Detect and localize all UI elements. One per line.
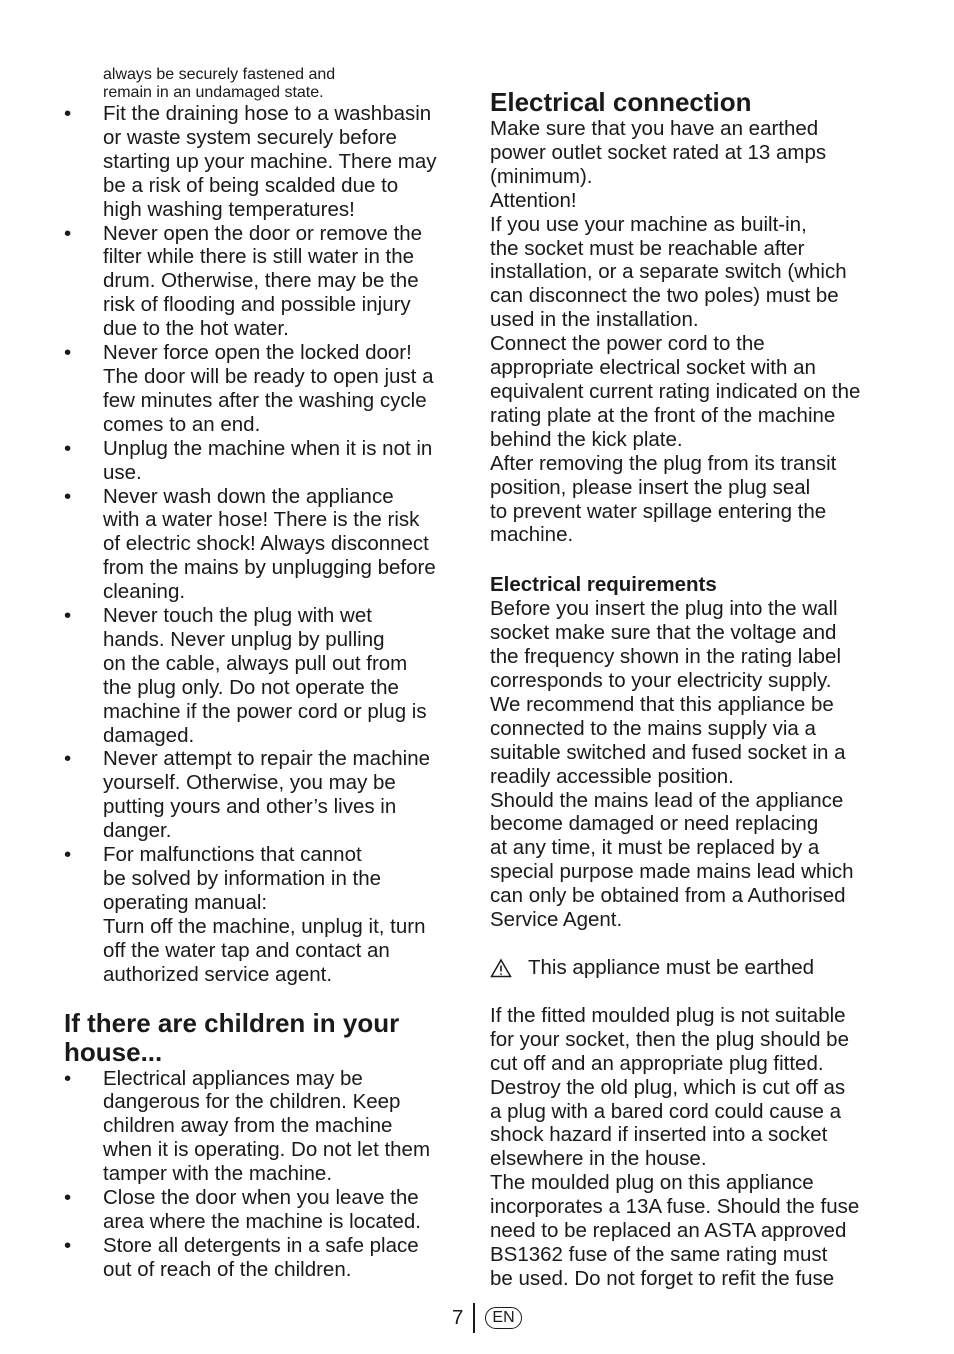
text-line: remain in an undamaged state. xyxy=(103,84,324,101)
text-line: authorized service agent. xyxy=(103,962,333,986)
text-line: incorporates a 13A fuse. Should the fuse xyxy=(490,1195,860,1219)
text-line: suitable switched and fused socket in a xyxy=(490,740,846,764)
text-line: shock hazard if inserted into a socket xyxy=(490,1123,828,1147)
requirements-paragraph xyxy=(490,597,895,932)
text-line: cut off and an appropriate plug fitted. xyxy=(490,1051,824,1075)
text-line: become damaged or need replacing xyxy=(490,812,819,836)
bullet-item xyxy=(64,102,464,222)
children-bullet-list xyxy=(64,1067,464,1282)
text-line: use. xyxy=(103,460,142,484)
text-line: behind the kick plate. xyxy=(490,427,683,451)
text-line: few minutes after the washing cycle xyxy=(103,388,427,412)
text-line: Close the door when you leave the xyxy=(103,1186,419,1210)
text-line: Never open the door or remove the xyxy=(103,221,423,245)
text-line: starting up your machine. There may xyxy=(103,149,437,173)
bullet-item xyxy=(64,437,464,485)
text-line: Destroy the old plug, which is cut off as xyxy=(490,1075,846,1099)
text-line: the plug only. Do not operate the xyxy=(103,675,399,699)
bullet-icon: • xyxy=(64,604,72,628)
bullet-item xyxy=(64,341,464,437)
text-line: Turn off the machine, unplug it, turn xyxy=(103,914,426,938)
text-line: or waste system securely before xyxy=(103,125,397,149)
text-line: at any time, it must be replaced by a xyxy=(490,836,820,860)
continuation-text xyxy=(64,66,464,102)
text-line: a plug with a bared cord could cause a xyxy=(490,1099,842,1123)
language-badge: EN xyxy=(485,1307,521,1329)
text-line: can disconnect the two poles) must be xyxy=(490,284,839,308)
text-line: equivalent current rating indicated on the xyxy=(490,379,861,403)
bullet-icon: • xyxy=(64,436,72,460)
bullet-icon: • xyxy=(64,843,72,867)
text-line: always be securely fastened and xyxy=(103,66,336,83)
bullet-item xyxy=(64,222,464,342)
text-line: risk of flooding and possible injury xyxy=(103,293,411,317)
bullet-item xyxy=(64,1186,464,1234)
text-line: area where the machine is located. xyxy=(103,1209,421,1233)
text-line: The door will be ready to open just a xyxy=(103,364,434,388)
bullet-icon: • xyxy=(64,1186,72,1210)
text-line: tamper with the machine. xyxy=(103,1162,333,1186)
text-line: be solved by information in the xyxy=(103,867,382,890)
bullet-item xyxy=(64,747,464,843)
text-line: The moulded plug on this appliance xyxy=(490,1171,814,1195)
text-line: from the mains by unplugging before xyxy=(103,556,436,580)
text-line: be a risk of being scalded due to xyxy=(103,173,399,197)
text-line: damaged. xyxy=(103,723,195,747)
text-line: for your socket, then the plug should be xyxy=(490,1027,849,1051)
text-line: be used. Do not forget to refit the fuse xyxy=(490,1266,835,1290)
text-line: elsewhere in the house. xyxy=(490,1147,707,1171)
bullet-icon: • xyxy=(64,747,72,771)
text-line: Fit the draining hose to a washbasin xyxy=(103,102,432,125)
text-line: socket make sure that the voltage and xyxy=(490,621,837,645)
connection-paragraph xyxy=(490,117,895,547)
text-line: Never force open the locked door! xyxy=(103,341,412,365)
text-line: can only be obtained from a Authorised xyxy=(490,884,846,908)
bullet-item xyxy=(64,604,464,747)
bullet-item xyxy=(64,843,464,986)
warning-text: This appliance must be earthed xyxy=(528,956,815,979)
page-number: 7 xyxy=(452,1306,464,1329)
text-line: off the water tap and contact an xyxy=(103,938,390,962)
text-line: Should the mains lead of the appliance xyxy=(490,788,844,812)
safety-bullet-list xyxy=(64,102,464,987)
text-line: If you use your machine as built-in, xyxy=(490,212,807,236)
text-line: comes to an end. xyxy=(103,412,261,436)
text-line: putting yours and other’s lives in xyxy=(103,795,397,819)
text-line: Electrical appliances may be xyxy=(103,1066,363,1090)
text-line: dangerous for the children. Keep xyxy=(103,1090,401,1114)
text-line: high washing temperatures! xyxy=(103,197,355,221)
text-line: danger. xyxy=(103,819,172,843)
bullet-icon: • xyxy=(64,1233,72,1257)
text-line: special purpose made mains lead which xyxy=(490,860,854,884)
page-footer xyxy=(452,1303,522,1333)
bullet-icon: • xyxy=(64,484,72,508)
text-line: of electric shock! Always disconnect xyxy=(103,532,429,556)
right-column xyxy=(490,88,895,1291)
text-line: on the cable, always pull out from xyxy=(103,651,408,675)
text-line: used in the installation. xyxy=(490,308,699,332)
electrical-connection-heading: Electrical connection xyxy=(490,87,752,117)
electrical-requirements-heading: Electrical requirements xyxy=(490,573,717,597)
text-line: Store all detergents in a safe place xyxy=(103,1233,419,1257)
text-line: due to the hot water. xyxy=(103,317,289,341)
text-line: machine. xyxy=(490,523,574,547)
text-line: yourself. Otherwise, you may be xyxy=(103,771,396,795)
text-line: rating plate at the front of the machine xyxy=(490,403,836,427)
text-line: Never touch the plug with wet xyxy=(103,604,372,628)
plug-paragraph xyxy=(490,1004,895,1291)
bullet-item xyxy=(64,1234,464,1282)
text-line: machine if the power cord or plug is xyxy=(103,699,427,723)
text-line: Connect the power cord to the xyxy=(490,332,765,356)
text-line: the socket must be reachable after xyxy=(490,236,805,260)
text-line: Attention! xyxy=(490,188,577,212)
text-line: Never wash down the appliance xyxy=(103,484,394,508)
text-line: Unplug the machine when it is not in xyxy=(103,436,433,460)
text-line: readily accessible position. xyxy=(490,764,734,788)
bullet-icon: • xyxy=(64,341,72,365)
text-line: After removing the plug from its transit xyxy=(490,451,837,475)
text-line: corresponds to your electricity supply. xyxy=(490,669,832,693)
text-line: For malfunctions that cannot xyxy=(103,843,362,867)
text-line: Before you insert the plug into the wall xyxy=(490,597,838,621)
text-line: the frequency shown in the rating label xyxy=(490,645,842,669)
bullet-item xyxy=(64,1067,464,1187)
text-line: Never attempt to repair the machine xyxy=(103,747,431,771)
bullet-icon: • xyxy=(64,102,72,125)
text-line: to prevent water spillage entering the xyxy=(490,499,827,523)
text-line: Make sure that you have an earthed xyxy=(490,117,819,140)
text-line: need to be replaced an ASTA approved xyxy=(490,1219,847,1243)
text-line: appropriate electrical socket with an xyxy=(490,356,816,380)
text-line: installation, or a separate switch (which xyxy=(490,260,847,284)
text-line: drum. Otherwise, there may be the xyxy=(103,269,419,293)
text-line: connected to the mains supply via a xyxy=(490,716,816,740)
text-line: cleaning. xyxy=(103,580,186,604)
text-line: with a water hose! There is the risk xyxy=(103,508,420,532)
footer-divider xyxy=(473,1303,475,1333)
text-line: If the fitted moulded plug is not suitable xyxy=(490,1003,846,1027)
text-line: BS1362 fuse of the same rating must xyxy=(490,1242,828,1266)
text-line: filter while there is still water in the xyxy=(103,245,415,269)
left-column xyxy=(64,66,464,1282)
bullet-item xyxy=(64,485,464,605)
bullet-icon: • xyxy=(64,221,72,245)
text-line: out of reach of the children. xyxy=(103,1257,352,1281)
text-line: (minimum). xyxy=(490,164,593,188)
text-line: We recommend that this appliance be xyxy=(490,692,834,716)
text-line: hands. Never unplug by pulling xyxy=(103,627,385,651)
warning-triangle-icon xyxy=(490,958,512,978)
bullet-icon: • xyxy=(64,1066,72,1090)
text-line: power outlet socket rated at 13 amps xyxy=(490,140,827,164)
text-line: Service Agent. xyxy=(490,908,623,932)
children-heading: If there are children in your house... xyxy=(64,1007,400,1067)
text-line: operating manual: xyxy=(103,890,268,914)
earthing-warning xyxy=(490,956,895,980)
text-line: children away from the machine xyxy=(103,1114,393,1138)
text-line: position, please insert the plug seal xyxy=(490,475,811,499)
text-line: when it is operating. Do not let them xyxy=(103,1138,431,1162)
